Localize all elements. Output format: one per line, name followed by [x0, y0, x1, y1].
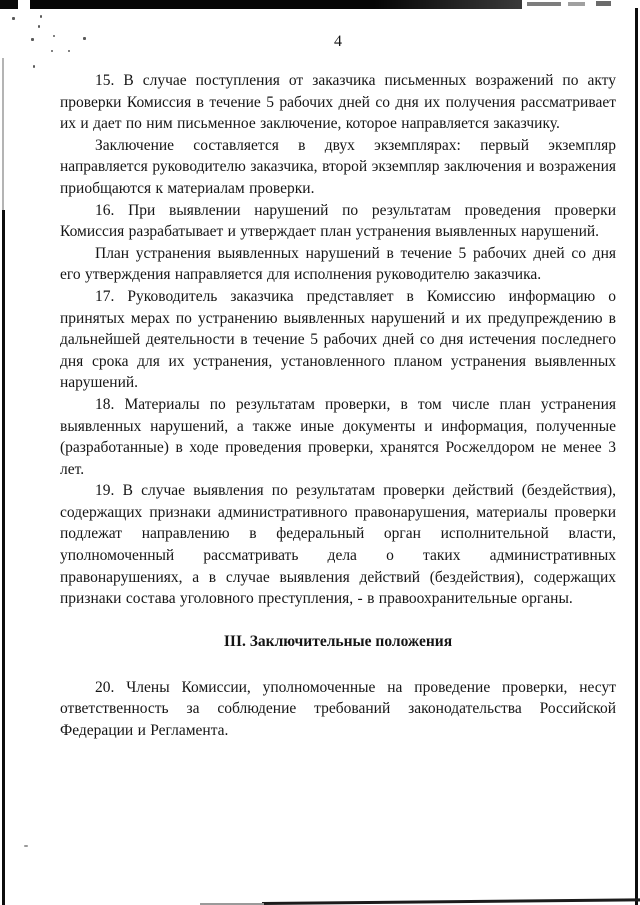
scan-edge-left-line-lower — [2, 210, 5, 905]
scan-edge-top-dash-3 — [596, 1, 611, 6]
section-heading-final-provisions: III. Заключительные положения — [223, 632, 453, 650]
scan-speck — [24, 845, 28, 847]
scan-speck — [53, 35, 55, 37]
scan-edge-right-line — [635, 8, 638, 905]
paragraph-item-16-continuation: План устранения выявленных нарушений в течение 5 рабочих дней со дня его утверждения направляется для исполнения руководителю заказчика. — [60, 244, 616, 284]
scan-speck — [31, 38, 34, 41]
paragraph-item-15: 15. В случае поступления от заказчика письменных возражений по акту проверки Комиссия в течение 5 рабочих дней со дня их получения рассматривает их и дает по ним письменное заключение, которое направляется заказчику. — [60, 72, 616, 133]
scan-edge-top-dash-2 — [568, 2, 585, 6]
scan-speck — [40, 15, 42, 18]
page-number: 4 — [334, 33, 342, 50]
scan-edge-bottom-line — [262, 898, 640, 905]
scan-edge-top-dash-1 — [527, 2, 561, 6]
scan-speck — [38, 25, 40, 28]
paragraph-item-18: 18. Материалы по результатам проверки, в том числе план устранения выявленных нарушений, а также иные документы и информация, полученные (разработанные) в ходе проведения проверки, хранятся Росжелдором не менее 3 лет. — [60, 395, 616, 478]
paragraph-item-15-continuation: Заключение составляется в двух экземплярах: первый экземпляр направляется руководителю заказчика, второй экземпляр заключения и возражения приобщаются к материалам проверки. — [60, 136, 616, 197]
paragraph-item-17: 17. Руководитель заказчика представляет в Комиссию информацию о принятых мерах по устранению выявленных нарушений и их предупреждению в дальнейшей деятельности в течение 5 рабочих дней со дня истечения последнего дня срока для их устранения, установленного планом устранения выявленных нарушений. — [60, 287, 616, 392]
scan-speck — [12, 17, 15, 20]
scan-speck — [51, 50, 53, 52]
scan-edge-top-bar-left — [0, 0, 18, 9]
scan-edge-top-bar-main — [30, 0, 522, 9]
paragraph-item-20: 20. Члены Комиссии, уполномоченные на проведение проверки, несут ответственность за соблюдение требований законодательства Российской Федерации и Регламента. — [60, 678, 616, 740]
scan-edge-left-line-upper — [2, 58, 4, 210]
scan-speck — [33, 65, 35, 68]
paragraph-item-16: 16. При выявлении нарушений по результатам проведения проверки Комиссия разрабатывает и утверждает план устранения выявленных нарушений. — [60, 201, 616, 241]
document-body — [60, 70, 616, 742]
paragraph-item-19: 19. В случае выявления по результатам проверки действий (бездействия), содержащих признаки административного правонарушения, материалы проверки подлежат направлению в федеральный орган исполнительной власти, уполномоченный рассматривать дела о таких административных правонарушениях, а в случае выявления действий (бездействия), содержащих признаки состава уголовного преступления, - в правоохранительные органы. — [60, 482, 616, 608]
